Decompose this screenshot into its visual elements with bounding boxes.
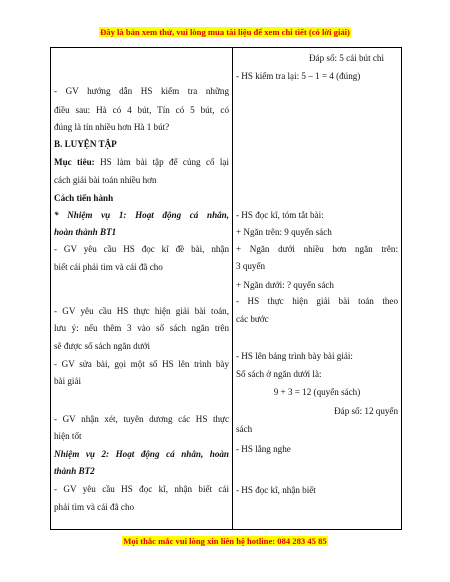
left-line: - GV yêu cầu HS thực hiện giải bài toán, bbox=[54, 306, 229, 316]
left-line: - GV yêu cầu HS đọc kĩ, nhận biết cái bbox=[54, 484, 229, 494]
left-line: hoàn thành BT1 bbox=[54, 227, 117, 237]
left-line: - GV yêu cầu HS đọc kĩ đề bài, nhận bbox=[54, 244, 229, 254]
right-line: - HS lên bảng trình bày bài giải: bbox=[236, 351, 353, 361]
right-line: 3 quyển bbox=[236, 261, 266, 271]
objective-label: Mục tiêu: bbox=[54, 157, 95, 167]
left-line: phải tìm và cái đã cho bbox=[54, 502, 135, 512]
right-line: + Ngăn dưới: ? quyển sách bbox=[236, 280, 334, 290]
objective-text: HS làm bài tập để củng cố lại bbox=[94, 157, 229, 167]
hotline-text: Mọi thắc mắc vui lòng xin liên hệ hotline: 084 283 45 85 bbox=[123, 536, 327, 546]
left-line: cách giải bài toán nhiều hơn bbox=[54, 175, 157, 185]
hotline-banner bbox=[0, 536, 450, 546]
left-line: - GV nhận xét, tuyên dương các HS thực bbox=[54, 414, 229, 424]
left-line: B. LUYỆN TẬP bbox=[54, 139, 117, 149]
left-line: bài giải bbox=[54, 376, 82, 386]
column-divider bbox=[232, 48, 233, 529]
left-line: điều sau: Hà có 4 bút, Tín có 5 bút, có bbox=[54, 105, 229, 115]
preview-notice-text: Đây là bản xem thử, vui lòng mua tài liệu để xem chi tiết (có lời giải) bbox=[100, 27, 350, 37]
right-line: + Ngăn trên: 9 quyển sách bbox=[236, 227, 332, 237]
right-line: sách bbox=[236, 424, 253, 434]
right-line: các bước bbox=[236, 314, 269, 324]
right-line: + Ngăn dưới nhiều hơn ngăn trên: bbox=[236, 244, 398, 254]
right-line: Đáp số: 12 quyển bbox=[334, 406, 398, 416]
right-line: - HS đọc kĩ, tóm tắt bài: bbox=[236, 210, 324, 220]
right-line: - HS đọc kĩ, nhận biết bbox=[236, 485, 316, 495]
right-line: - HS thực hiện giải bài toán theo bbox=[236, 296, 398, 306]
left-line: đúng là tín nhiều hơn Hà 1 bút? bbox=[54, 122, 170, 132]
left-line: Cách tiến hành bbox=[54, 193, 114, 203]
left-line: - GV hướng dẫn HS kiểm tra những bbox=[54, 86, 229, 96]
right-line: Đáp số: 5 cái bút chì bbox=[308, 53, 384, 63]
right-line: 9 + 3 = 12 (quyển sách) bbox=[273, 387, 361, 397]
left-line: sẽ được số sách ngăn dưới bbox=[54, 341, 150, 351]
left-line: thành BT2 bbox=[54, 466, 95, 476]
left-line: * Nhiệm vụ 1: Hoạt động cá nhân, bbox=[54, 210, 229, 220]
preview-notice-banner bbox=[0, 27, 450, 37]
left-line: biết cái phải tìm và cái đã cho bbox=[54, 262, 163, 272]
right-line: Số sách ở ngăn dưới là: bbox=[236, 369, 322, 379]
left-line: - GV sửa bài, gọi một số HS lên trình bày bbox=[54, 359, 229, 369]
right-line: - HS lắng nghe bbox=[236, 444, 291, 454]
right-line: - HS kiểm tra lại: 5 – 1 = 4 (đúng) bbox=[236, 71, 361, 81]
left-line: lưu ý: nếu thêm 3 vào số sách ngăn trên bbox=[54, 323, 229, 333]
left-line: hiện tốt bbox=[54, 431, 82, 441]
left-line bbox=[54, 154, 229, 170]
lesson-table bbox=[50, 47, 402, 530]
left-line: Nhiệm vụ 2: Hoạt động cá nhân, hoàn bbox=[54, 449, 229, 459]
